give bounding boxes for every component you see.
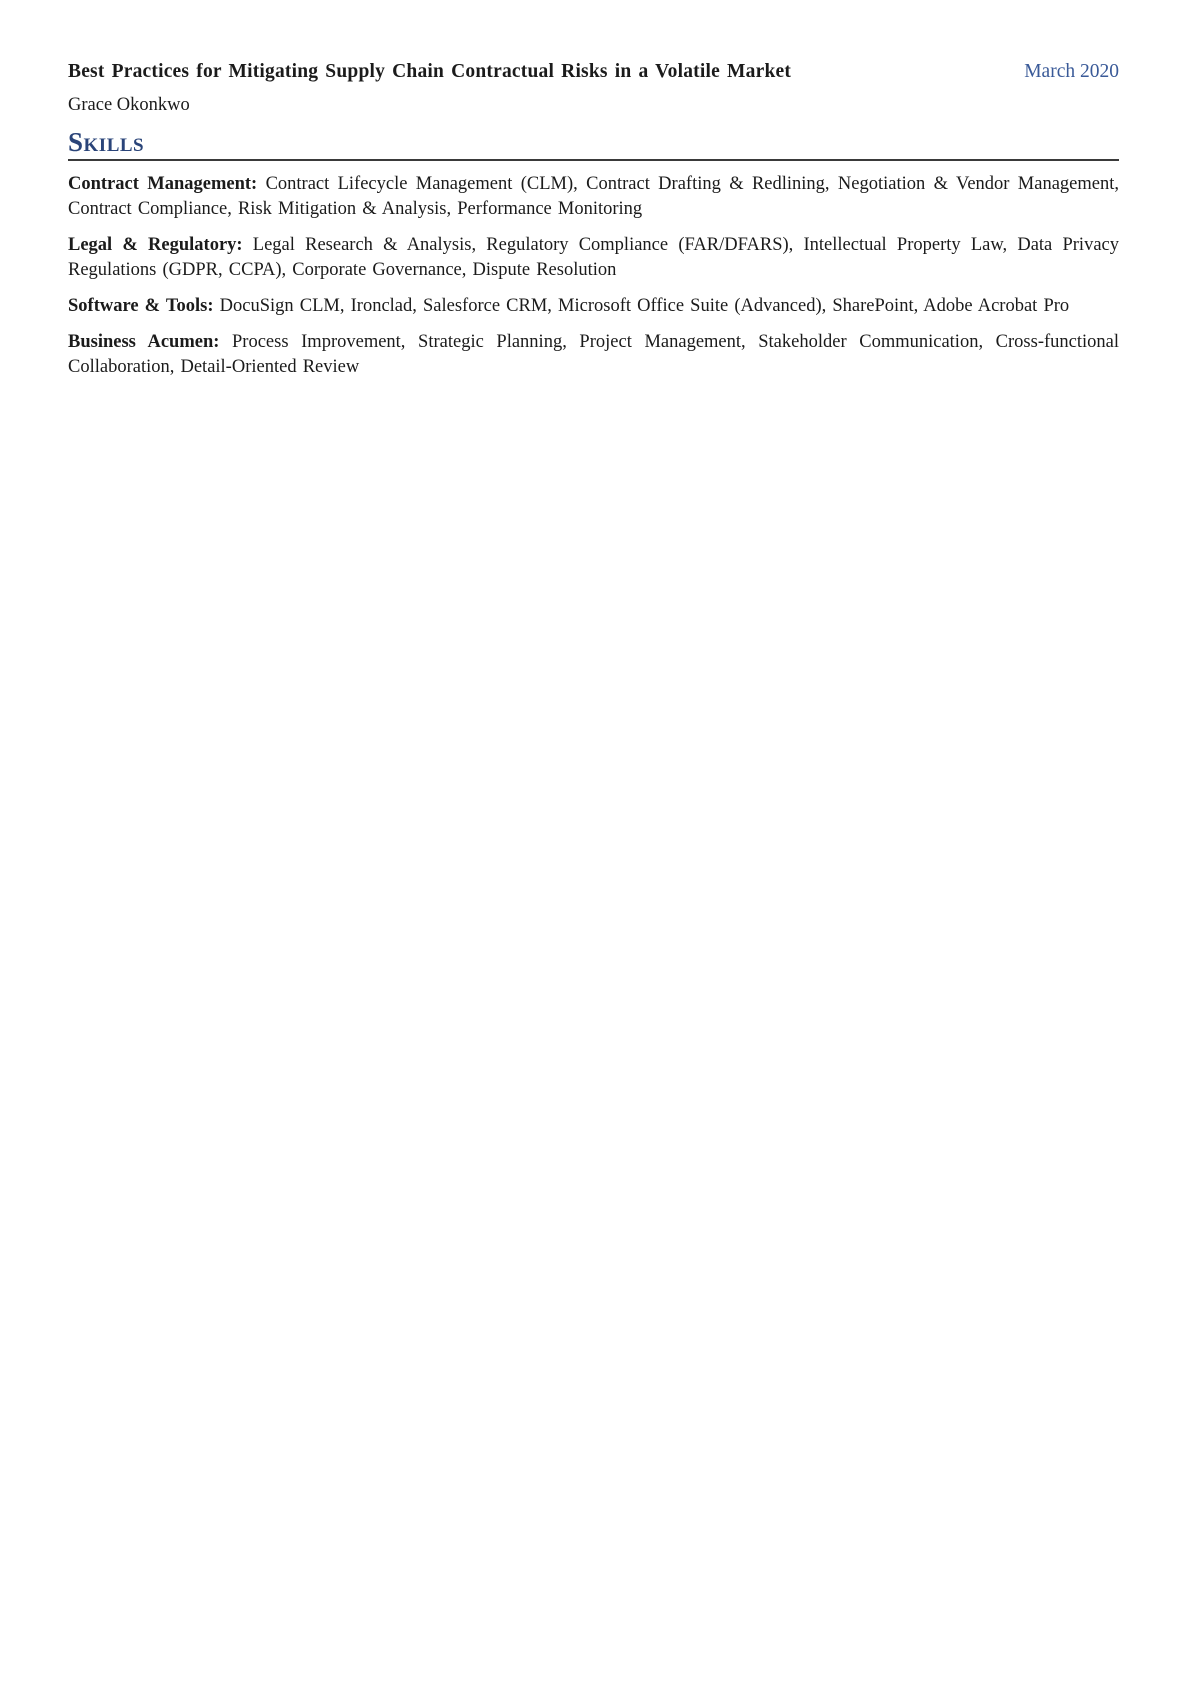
skill-category-label: Contract Management: <box>68 174 258 194</box>
skill-item-software-tools <box>68 294 1119 319</box>
skill-category-text: Legal Research & Analysis, Regulatory Compliance (FAR/DFARS), Intellectual Property Law, Data Privacy Regulations (GDPR, CCPA), Corporate Governance, Dispute Resolution <box>68 235 1119 280</box>
skill-item-business-acumen <box>68 330 1119 380</box>
skill-category-label: Business Acumen: <box>68 332 220 352</box>
document-header <box>68 58 1119 85</box>
section-heading-skills: Skills <box>68 127 1119 161</box>
skills-list <box>68 172 1119 380</box>
page-title: Best Practices for Mitigating Supply Chain Contractual Risks in a Volatile Market <box>68 61 792 82</box>
skill-category-text: Process Improvement, Strategic Planning, Project Management, Stakeholder Communication, Cross-functional Collaboration, Detail-Oriented Review <box>68 332 1119 377</box>
skill-category-label: Legal & Regulatory: <box>68 235 243 255</box>
skill-category-label: Software & Tools: <box>68 296 214 316</box>
document-date: March 2020 <box>1024 61 1119 82</box>
author-name: Grace Okonkwo <box>68 95 190 115</box>
skill-category-text: DocuSign CLM, Ironclad, Salesforce CRM, Microsoft Office Suite (Advanced), SharePoint, Adobe Acrobat Pro <box>219 296 1070 316</box>
skill-item-legal-regulatory <box>68 233 1119 283</box>
skill-item-contract-management <box>68 172 1119 222</box>
skill-category-text: Contract Lifecycle Management (CLM), Contract Drafting & Redlining, Negotiation & Vendor Management, Contract Compliance, Risk Mitigation & Analysis, Performance Monitoring <box>68 174 1119 219</box>
